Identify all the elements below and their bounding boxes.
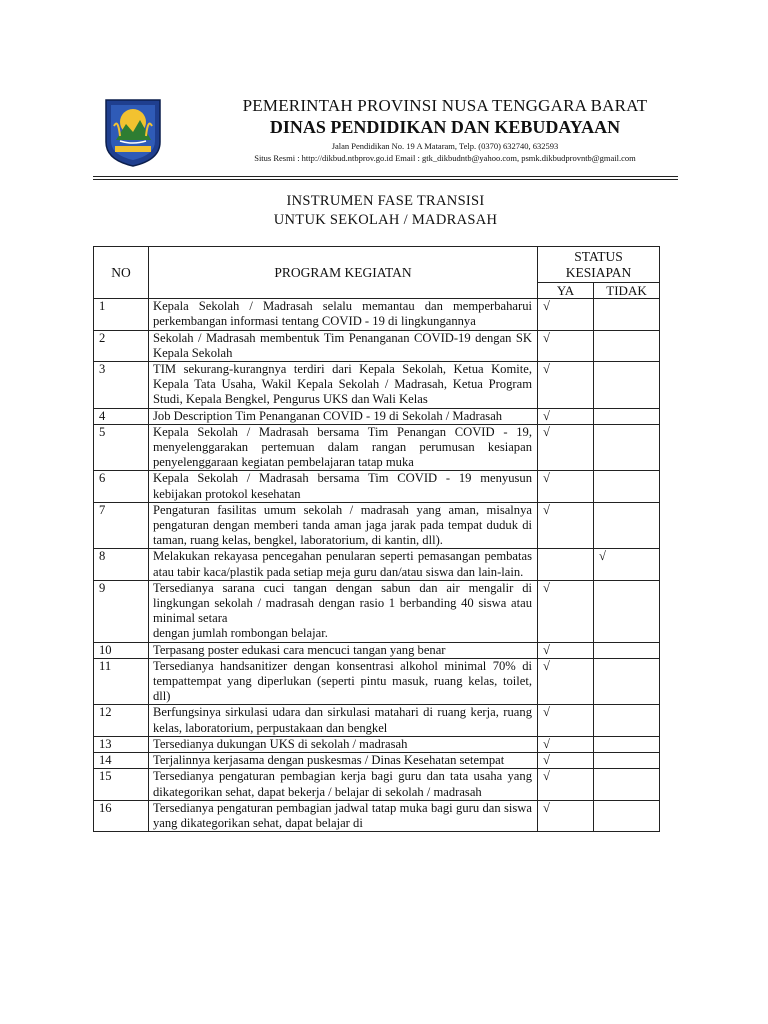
table-row: [94, 769, 660, 800]
row-number: 10: [94, 642, 149, 658]
table-row: [94, 502, 660, 549]
row-ya-check: √: [538, 299, 594, 330]
row-number: 13: [94, 736, 149, 752]
table-row: [94, 549, 660, 580]
row-tidak-check: [594, 362, 660, 409]
agency-name: DINAS PENDIDIKAN DAN KEBUDAYAAN: [269, 117, 621, 137]
row-tidak-check: [594, 658, 660, 705]
row-tidak-check: [594, 408, 660, 424]
row-ya-check: √: [538, 769, 594, 800]
row-ya-check: √: [538, 753, 594, 769]
table-row: [94, 705, 660, 736]
row-ya-check: √: [538, 502, 594, 549]
row-tidak-check: √: [594, 549, 660, 580]
table-row: [94, 580, 660, 642]
row-program: Melakukan rekayasa pencegahan penularan seperti pemasangan pembatas atau tabir kaca/plastik pada setiap meja guru dan/atau siswa dan lain-lain.: [149, 549, 538, 580]
row-tidak-check: [594, 736, 660, 752]
document-title-line1: INSTRUMEN FASE TRANSISI: [286, 193, 485, 209]
row-number: 6: [94, 471, 149, 502]
table-row: [94, 658, 660, 705]
table-row: [94, 800, 660, 831]
row-number: 16: [94, 800, 149, 831]
row-ya-check: √: [538, 424, 594, 471]
row-ya-check: √: [538, 362, 594, 409]
row-program: Terjalinnya kerjasama dengan puskesmas / Dinas Kesehatan setempat: [149, 753, 538, 769]
row-number: 8: [94, 549, 149, 580]
row-program: Tersedianya pengaturan pembagian jadwal tatap muka bagi guru dan siswa yang dikategorikan sehat, dapat belajar di: [149, 800, 538, 831]
row-tidak-check: [594, 769, 660, 800]
table-row: [94, 471, 660, 502]
row-tidak-check: [594, 705, 660, 736]
row-ya-check: √: [538, 736, 594, 752]
row-tidak-check: [594, 471, 660, 502]
row-number: 11: [94, 658, 149, 705]
table-row: [94, 736, 660, 752]
row-ya-check: √: [538, 330, 594, 361]
row-tidak-check: [594, 502, 660, 549]
header-status: STATUS KESIAPAN: [538, 247, 660, 283]
header-tidak: TIDAK: [594, 283, 660, 299]
row-tidak-check: [594, 424, 660, 471]
row-program: Kepala Sekolah / Madrasah selalu memantau dan memperbaharui perkembangan informasi tentang COVID - 19 di lingkungannya: [149, 299, 538, 330]
row-number: 7: [94, 502, 149, 549]
row-number: 12: [94, 705, 149, 736]
agency-address: Jalan Pendidikan No. 19 A Mataram, Telp. (0370) 632740, 632593: [331, 141, 559, 151]
row-program: Tersedianya pengaturan pembagian kerja bagi guru dan tata usaha yang dikategorikan sehat, dapat bekerja / belajar di sekolah / madrasah: [149, 769, 538, 800]
row-program: Tersedianya dukungan UKS di sekolah / madrasah: [149, 736, 538, 752]
header-program: PROGRAM KEGIATAN: [149, 247, 538, 299]
row-program: TIM sekurang-kurangnya terdiri dari Kepala Sekolah, Ketua Komite, Kepala Tata Usaha, Wakil Kepala Sekolah / Madrasah, Ketua Program Studi, Kepala Bengkel, Pengurus UKS dan Wali Kelas: [149, 362, 538, 409]
row-tidak-check: [594, 753, 660, 769]
agency-contact: Situs Resmi : http://dikbud.ntbprov.go.id Email : gtk_dikbudntb@yahoo.com, psmk.dikbudprovntb@gmail.com: [254, 153, 636, 163]
row-tidak-check: [594, 580, 660, 642]
row-program: Berfungsinya sirkulasi udara dan sirkulasi matahari di ruang kerja, ruang kelas, laboratorium, perpustakaan dan bengkel: [149, 705, 538, 736]
table-row: [94, 408, 660, 424]
letterhead: [175, 96, 715, 164]
header-no: NO: [94, 247, 149, 299]
table-row: [94, 642, 660, 658]
document-title: [93, 192, 678, 230]
row-number: 2: [94, 330, 149, 361]
table-row: [94, 753, 660, 769]
table-row: [94, 362, 660, 409]
government-name: PEMERINTAH PROVINSI NUSA TENGGARA BARAT: [242, 96, 648, 115]
row-number: 9: [94, 580, 149, 642]
row-ya-check: √: [538, 580, 594, 642]
row-number: 15: [94, 769, 149, 800]
row-program: Tersedianya handsanitizer dengan konsentrasi alkohol minimal 70% di tempattempat yang diperlukan (seperti pintu masuk, ruang kelas, toilet, dll): [149, 658, 538, 705]
row-program: Job Description Tim Penanganan COVID - 19 di Sekolah / Madrasah: [149, 408, 538, 424]
row-program: Sekolah / Madrasah membentuk Tim Penanganan COVID-19 dengan SK Kepala Sekolah: [149, 330, 538, 361]
provincial-emblem-logo: [102, 96, 164, 168]
table-row: [94, 299, 660, 330]
letterhead-divider: [93, 176, 678, 177]
row-program: Kepala Sekolah / Madrasah bersama Tim COVID - 19 menyusun kebijakan protokol kesehatan: [149, 471, 538, 502]
row-ya-check: √: [538, 471, 594, 502]
row-tidak-check: [594, 299, 660, 330]
row-ya-check: [538, 549, 594, 580]
row-program: Tersedianya sarana cuci tangan dengan sabun dan air mengalir di lingkungan sekolah / madrasah dengan rasio 1 berbanding 40 siswa atau minimal setara dengan jumlah rombongan belajar.: [149, 580, 538, 642]
row-ya-check: √: [538, 705, 594, 736]
row-tidak-check: [594, 642, 660, 658]
row-tidak-check: [594, 330, 660, 361]
document-title-line2: UNTUK SEKOLAH / MADRASAH: [273, 212, 498, 228]
row-program: Pengaturan fasilitas umum sekolah / madrasah yang aman, misalnya pengaturan dengan memberi tanda aman jaga jarak pada tempat duduk di taman, ruang kelas, bengkel, laboratorium, di kantin, dll).: [149, 502, 538, 549]
row-program: Kepala Sekolah / Madrasah bersama Tim Penangan COVID - 19, menyelenggarakan pertemuan dalam rangan perumusan kesiapan penyelenggaraan kegiatan pembelajaran tatap muka: [149, 424, 538, 471]
row-tidak-check: [594, 800, 660, 831]
header-ya: YA: [538, 283, 594, 299]
row-number: 3: [94, 362, 149, 409]
row-ya-check: √: [538, 800, 594, 831]
table-row: [94, 330, 660, 361]
row-number: 1: [94, 299, 149, 330]
row-program: Terpasang poster edukasi cara mencuci tangan yang benar: [149, 642, 538, 658]
row-number: 4: [94, 408, 149, 424]
row-number: 5: [94, 424, 149, 471]
letterhead-divider-inner: [93, 179, 678, 180]
row-ya-check: √: [538, 658, 594, 705]
readiness-table: [93, 246, 660, 832]
row-ya-check: √: [538, 408, 594, 424]
row-number: 14: [94, 753, 149, 769]
row-ya-check: √: [538, 642, 594, 658]
table-row: [94, 424, 660, 471]
